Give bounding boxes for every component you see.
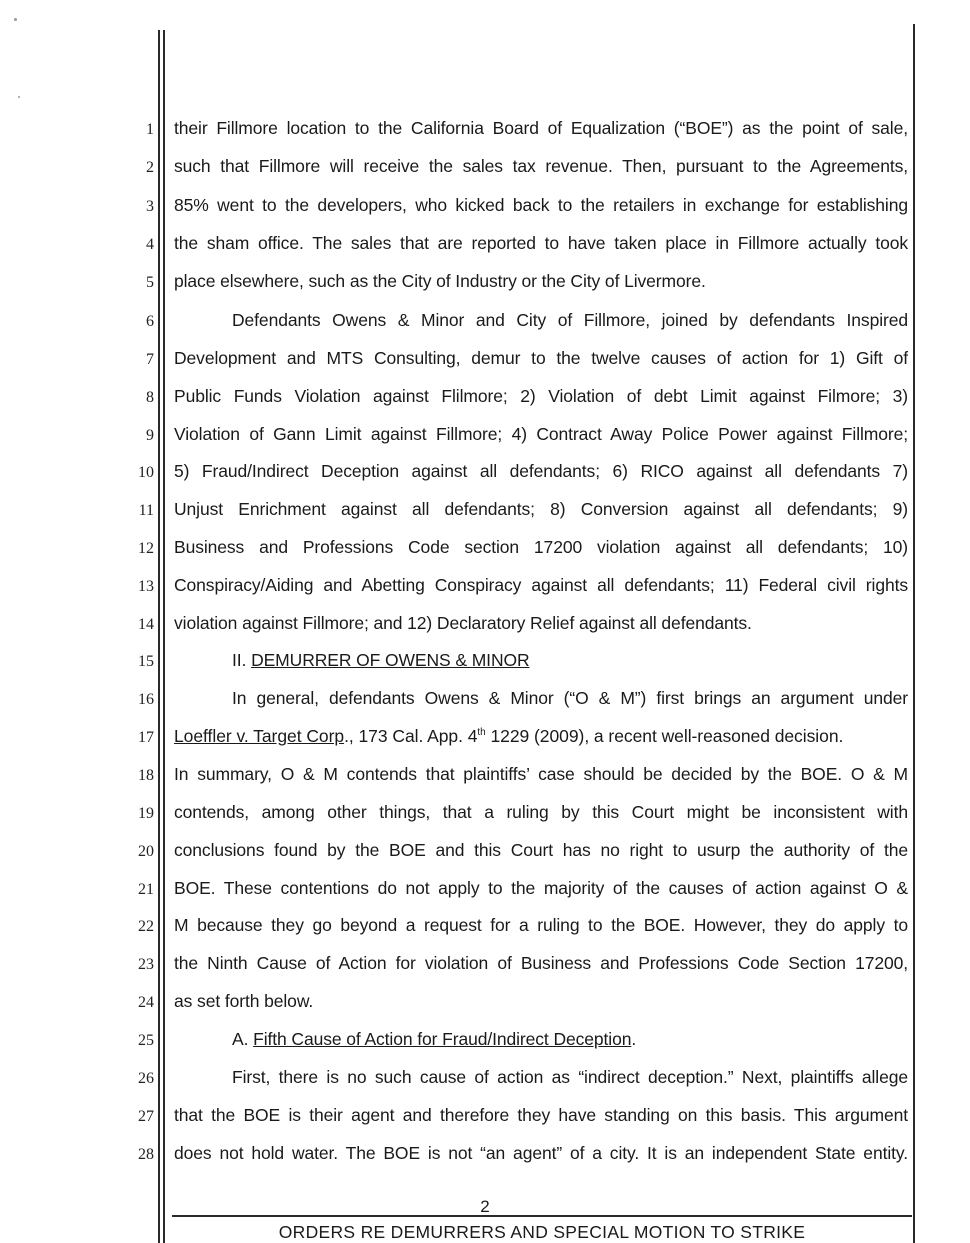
line-number: 1 (146, 121, 154, 138)
line-number: 8 (146, 389, 154, 406)
line-number: 24 (138, 994, 154, 1011)
line-number: 27 (138, 1108, 154, 1125)
line-number: 5 (146, 274, 154, 291)
citation-text: ., 173 Cal. App. 4 (344, 726, 478, 746)
line-number: 7 (146, 351, 154, 368)
line-number: 2 (146, 159, 154, 176)
line-number: 9 (146, 427, 154, 444)
line-number: 26 (138, 1070, 154, 1087)
text-line: Conspiracy/Aiding and Abetting Conspiracy against all defendants; 11) Federal civil rights (174, 575, 908, 595)
line-number: 15 (138, 653, 154, 670)
text-line: First, there is no such cause of action as “indirect deception.” Next, plaintiffs allege (232, 1067, 908, 1087)
text-line: 5) Fraud/Indirect Deception against all defendants; 6) RICO against all defendants 7) (174, 461, 908, 481)
line-number: 12 (138, 540, 154, 557)
text-line: M because they go beyond a request for a ruling to the BOE. However, they do apply to (174, 915, 908, 935)
text-line: that the BOE is their agent and therefore they have standing on this basis. This argument (174, 1105, 908, 1125)
right-margin-rule (913, 24, 915, 1243)
text-line: Public Funds Violation against Flilmore; 2) Violation of debt Limit against Filmore; 3) (174, 386, 908, 406)
line-number: 20 (138, 843, 154, 860)
text-line: conclusions found by the BOE and this Court has no right to usurp the authority of the (174, 840, 908, 860)
text-line: the sham office. The sales that are reported to have taken place in Fillmore actually took (174, 233, 908, 253)
subsection-heading (174, 1029, 908, 1049)
footer-title: ORDERS RE DEMURRERS AND SPECIAL MOTION TO STRIKE (278, 1222, 806, 1242)
section-title: DEMURRER OF OWENS & MINOR (251, 650, 530, 670)
subsection-period: . (631, 1029, 637, 1049)
section-heading (174, 650, 908, 670)
scan-speck (14, 18, 17, 21)
line-number: 17 (138, 729, 154, 746)
line-number: 19 (138, 805, 154, 822)
text-line: violation against Fillmore; and 12) Declaratory Relief against all defendants. (174, 613, 752, 633)
line-number: 23 (138, 956, 154, 973)
line-number: 14 (138, 616, 154, 633)
subsection-title: Fifth Cause of Action for Fraud/Indirect Deception (253, 1029, 632, 1049)
line-number: 3 (146, 198, 154, 215)
scan-speck (18, 96, 20, 98)
subsection-letter: A. (232, 1029, 254, 1049)
line-number: 6 (146, 313, 154, 330)
left-margin-rule-outer (158, 30, 160, 1243)
text-line: Defendants Owens & Minor and City of Fillmore, joined by defendants Inspired (232, 310, 908, 330)
case-name: Loeffler v. Target Corp (174, 726, 345, 746)
text-line: such that Fillmore will receive the sales tax revenue. Then, pursuant to the Agreements, (174, 156, 908, 176)
left-margin-rule-inner (163, 30, 165, 1243)
ordinal-superscript: th (477, 727, 486, 739)
text-line: as set forth below. (174, 991, 314, 1011)
line-number: 10 (138, 464, 154, 481)
text-line: their Fillmore location to the California Board of Equalization (“BOE”) as the point of sale, (174, 118, 908, 138)
text-line: Violation of Gann Limit against Fillmore; 4) Contract Away Police Power against Fillmore; (174, 424, 908, 444)
line-number: 11 (138, 502, 154, 519)
line-number: 13 (138, 578, 154, 595)
line-number: 18 (138, 767, 154, 784)
page-number: 2 (480, 1197, 490, 1216)
citation-text: 1229 (2009), a recent well-reasoned decision. (485, 726, 844, 746)
line-number: 22 (138, 918, 154, 935)
line-number: 16 (138, 691, 154, 708)
text-line: Unjust Enrichment against all defendants; 8) Conversion against all defendants; 9) (174, 499, 908, 519)
line-number: 21 (138, 881, 154, 898)
text-line: contends, among other things, that a ruling by this Court might be inconsistent with (174, 802, 908, 822)
text-line: In summary, O & M contends that plaintiffs’ case should be decided by the BOE. O & M (174, 764, 908, 784)
text-line: does not hold water. The BOE is not “an agent” of a city. It is an independent State entity. (174, 1143, 908, 1163)
line-number: 4 (146, 236, 154, 253)
text-line: 85% went to the developers, who kicked back to the retailers in exchange for establishing (174, 195, 908, 215)
section-number: II. (232, 650, 252, 670)
text-line: BOE. These contentions do not apply to the majority of the causes of action against O & (174, 878, 908, 898)
text-line: Business and Professions Code section 17200 violation against all defendants; 10) (174, 537, 908, 557)
text-line: place elsewhere, such as the City of Industry or the City of Livermore. (174, 271, 706, 291)
text-line: Development and MTS Consulting, demur to the twelve causes of action for 1) Gift of (174, 348, 908, 368)
text-line: In general, defendants Owens & Minor (“O & M”) first brings an argument under (232, 688, 908, 708)
text-line-citation (174, 726, 908, 746)
line-number: 25 (138, 1032, 154, 1049)
text-line: the Ninth Cause of Action for violation of Business and Professions Code Section 17200, (174, 953, 908, 973)
line-number: 28 (138, 1146, 154, 1163)
